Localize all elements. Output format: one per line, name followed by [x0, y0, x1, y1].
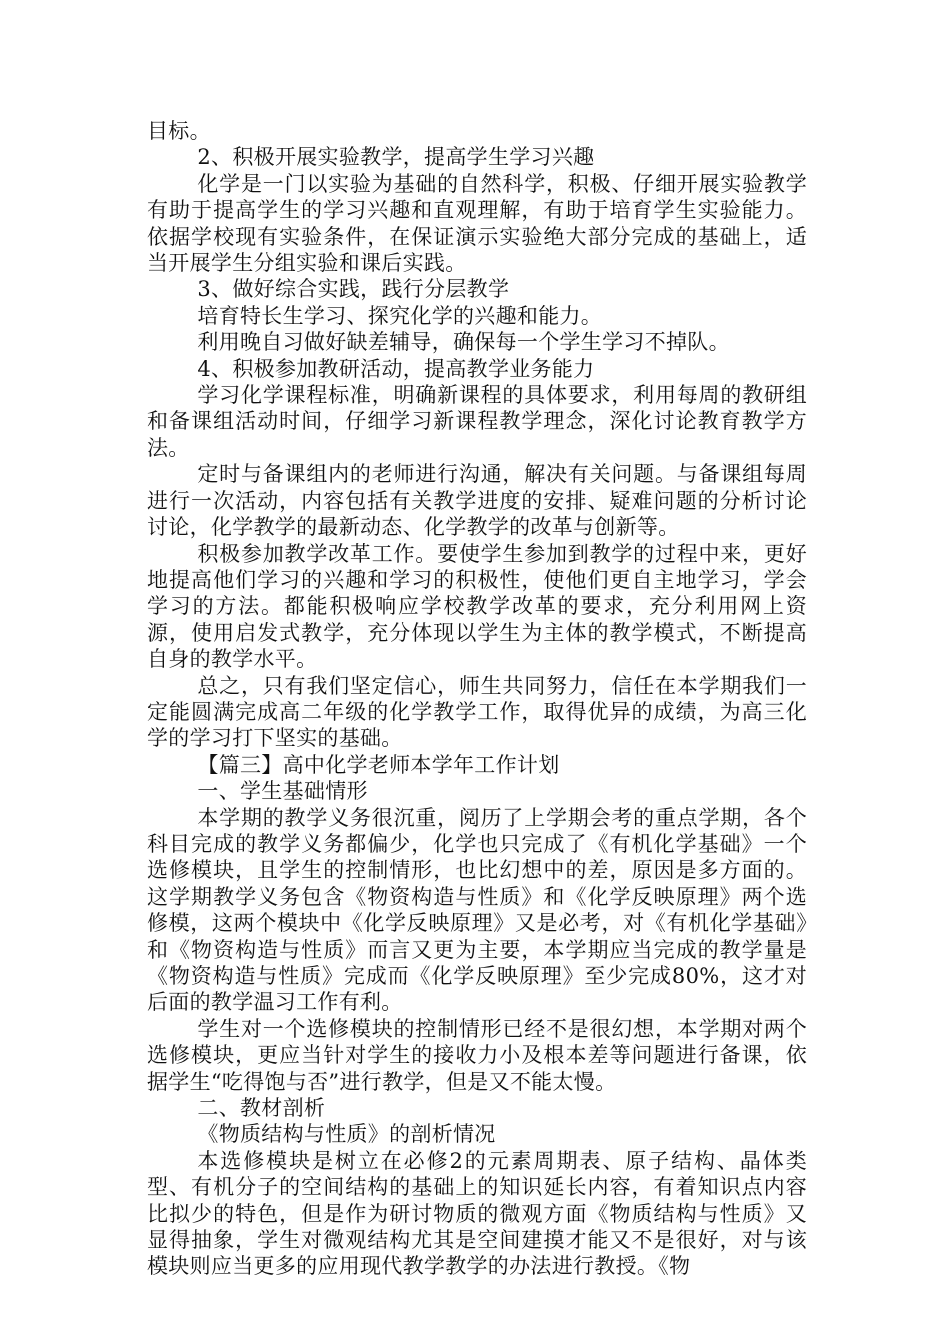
section-heading: 3、做好综合实践，践行分层教学 [197, 277, 510, 302]
paragraph: 化学是一门以实验为基础的自然科学，积极、仔细开展实验教学有助于提高学生的学习兴趣和直观理解，有助于培育学生实验能力。依据学校现有实验条件，在保证演示实验绝大部分完成的基础上，适当开展学生分组实验和课后实践。 [147, 171, 807, 276]
section-heading: 4、积极参加教研活动，提高教学业务能力 [197, 356, 595, 381]
subsection-heading: 《物质结构与性质》的剖析情况 [197, 1122, 496, 1147]
section-heading: 二、教材剖析 [197, 1096, 326, 1121]
paragraph: 学习化学课程标准，明确新课程的具体要求，利用每周的教研组和备课组活动时间，仔细学习新课程教学理念，深化讨论教育教学方法。 [147, 383, 807, 460]
article-title: 【篇三】高中化学老师本学年工作计划 [197, 752, 560, 777]
paragraph: 学生对一个选修模块的控制情形已经不是很幻想，本学期对两个选修模块，更应当针对学生的接收力小及根本差等问题进行备课，依据学生“吃得饱与否”进行教学，但是又不能太慢。 [147, 1016, 807, 1094]
paragraph: 本选修模块是树立在必修2的元素周期表、原子结构、晶体类型、有机分子的空间结构的基础上的知识延长内容，有着知识点内容比拟少的特色，但是作为研讨物质的微观方面《物质结构与性质》又显得抽象，学生对微观结构尤其是空间建摸才能又不是很好，对与该模块则应当更多的应用现代教学教学的办法进行教授。《物 [147, 1148, 807, 1279]
paragraph: 定时与备课组内的老师进行沟通，解决有关问题。与备课组每周进行一次活动，内容包括有关教学进度的安排、疑难问题的分析讨论讨论，化学教学的最新动态、化学教学的改革与创新等。 [147, 462, 807, 540]
section-heading: 一、学生基础情形 [197, 779, 368, 804]
paragraph: 积极参加教学改革工作。要使学生参加到教学的过程中来，更好地提高他们学习的兴趣和学习的积极性，使他们更自主地学习，学会学习的方法。都能积极响应学校教学改革的要求，充分利用网上资源，使用启发式教学，充分体现以学生为主体的教学模式，不断提高自身的教学水平。 [147, 541, 807, 672]
paragraph: 利用晚自习做好缺差辅导，确保每一个学生学习不掉队。 [197, 330, 730, 355]
document-body [147, 118, 807, 1280]
paragraph: 本学期的教学义务很沉重，阅历了上学期会考的重点学期，各个科目完成的教学义务都偏少，化学也只完成了《有机化学基础》一个选修模块，且学生的控制情形，也比幻想中的差，原因是多方面的。这学期教学义务包含《物资构造与性质》和《化学反映原理》两个选修模，这两个模块中《化学反映原理》又是必考，对《有机化学基础》和《物资构造与性质》而言又更为主要，本学期应当完成的教学量是《物资构造与性质》完成而《化学反映原理》至少完成80%，这才对后面的教学温习工作有利。 [147, 805, 807, 1015]
section-heading: 2、积极开展实验教学，提高学生学习兴趣 [197, 145, 595, 170]
paragraph: 培育特长生学习、探究化学的兴趣和能力。 [197, 303, 603, 328]
paragraph: 总之，只有我们坚定信心，师生共同努力，信任在本学期我们一定能圆满完成高二年级的化学教学工作，取得优异的成绩，为高三化学的学习打下坚实的基础。 [147, 673, 807, 751]
paragraph: 目标。 [147, 119, 211, 143]
